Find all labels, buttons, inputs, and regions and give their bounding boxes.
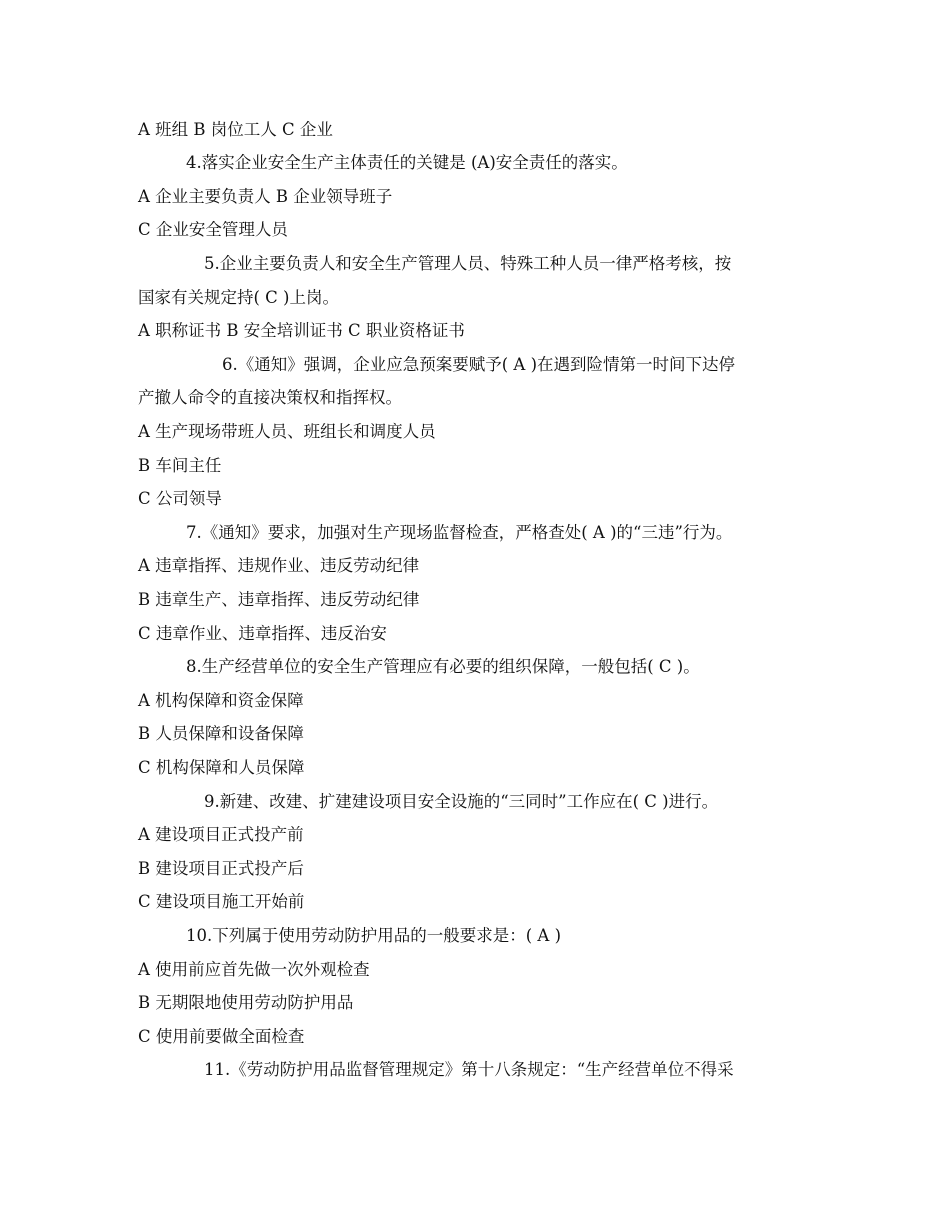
answer-option-8-c: C 机构保障和人员保障 <box>138 758 305 777</box>
question-11: 11.《劳动防护用品监督管理规定》第十八条规定：“生产经营单位不得采 <box>204 1060 734 1079</box>
question-5-line-1: 5.企业主要负责人和安全生产管理人员、特殊工种人员一律严格考核，按 <box>204 254 732 273</box>
question-6-line-1: 6.《通知》强调，企业应急预案要赋予( A )在遇到险情第一时间下达停 <box>222 355 736 374</box>
question-10: 10.下列属于使用劳动防护用品的一般要求是：( A ) <box>186 926 562 945</box>
answer-option-6-a: A 生产现场带班人员、班组长和调度人员 <box>138 422 436 441</box>
answer-option-7-b: B 违章生产、违章指挥、违反劳动纪律 <box>138 590 420 609</box>
answer-option-10-c: C 使用前要做全面检查 <box>138 1027 305 1046</box>
answer-option-9-c: C 建设项目施工开始前 <box>138 892 305 911</box>
answer-option-8-a: A 机构保障和资金保障 <box>138 691 304 710</box>
answer-option-6-b: B 车间主任 <box>138 456 222 475</box>
question-4: 4.落实企业安全生产主体责任的关键是 (A)安全责任的落实。 <box>186 153 628 172</box>
answer-options-4-ab: A 企业主要负责人 B 企业领导班子 <box>138 187 393 206</box>
question-8: 8.生产经营单位的安全生产管理应有必要的组织保障，一般包括( C )。 <box>186 657 700 676</box>
answer-option-7-c: C 违章作业、违章指挥、违反治安 <box>138 624 387 643</box>
answer-option-8-b: B 人员保障和设备保障 <box>138 724 304 743</box>
answer-option-10-a: A 使用前应首先做一次外观检查 <box>138 960 370 979</box>
answer-option-6-c: C 公司领导 <box>138 489 222 508</box>
answer-options-3: A 班组 B 岗位工人 C 企业 <box>138 120 333 139</box>
question-9: 9.新建、改建、扩建建设项目安全设施的“三同时”工作应在( C )进行。 <box>204 792 719 811</box>
question-6-line-2: 产撤人命令的直接决策权和指挥权。 <box>138 388 402 407</box>
answer-option-9-a: A 建设项目正式投产前 <box>138 825 304 844</box>
answer-option-7-a: A 违章指挥、违规作业、违反劳动纪律 <box>138 556 420 575</box>
answer-option-4-c: C 企业安全管理人员 <box>138 220 288 239</box>
answer-option-10-b: B 无期限地使用劳动防护用品 <box>138 993 354 1012</box>
question-7: 7.《通知》要求，加强对生产现场监督检查，严格查处( A )的“三违”行为。 <box>186 523 733 542</box>
answer-options-5: A 职称证书 B 安全培训证书 C 职业资格证书 <box>138 321 465 340</box>
answer-option-9-b: B 建设项目正式投产后 <box>138 859 304 878</box>
question-5-line-2: 国家有关规定持( C )上岗。 <box>138 288 339 307</box>
